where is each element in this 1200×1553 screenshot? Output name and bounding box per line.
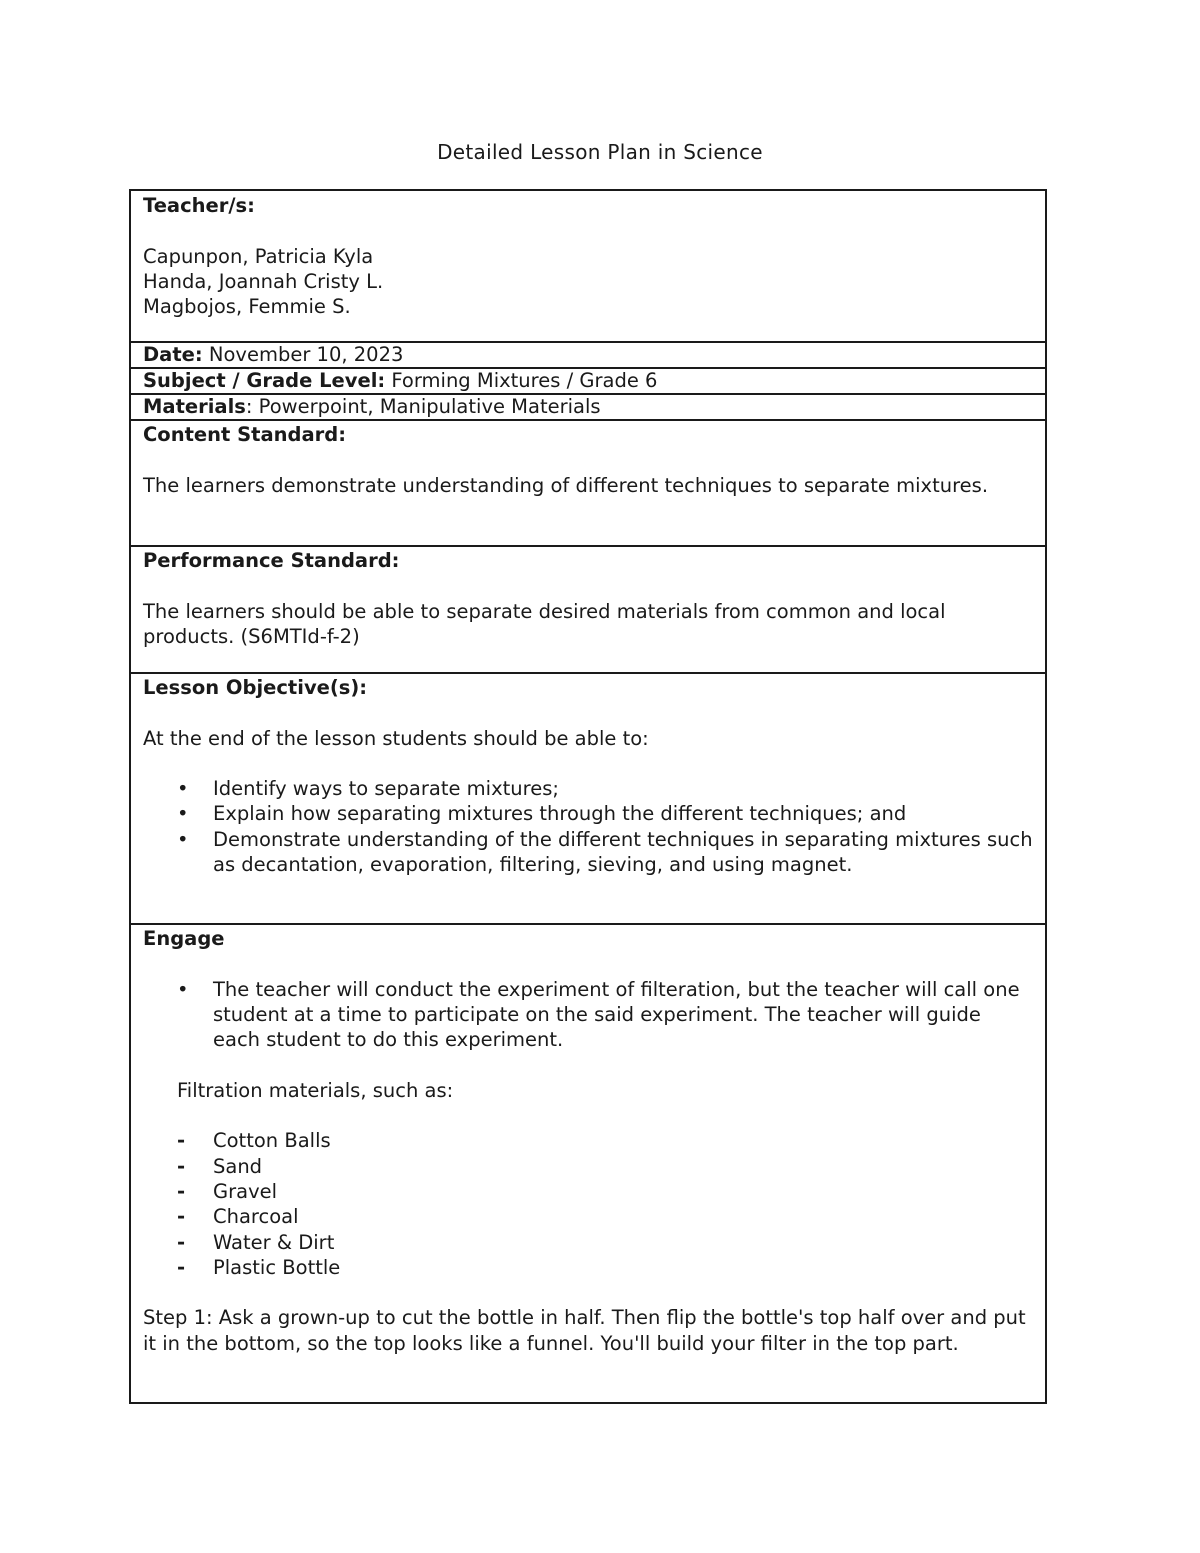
dash-icon: - xyxy=(177,1255,186,1279)
list-item: - Gravel xyxy=(177,1179,278,1203)
content-standard-row xyxy=(131,421,1045,547)
filtration-materials-list xyxy=(143,1128,1033,1280)
bullet-icon: • xyxy=(177,827,189,851)
date-value: November 10, 2023 xyxy=(202,343,404,366)
performance-standard-text: The learners should be able to separate desired materials from common and local products. (S6MTId-f-2) xyxy=(143,599,946,648)
content-standard-text: The learners demonstrate understanding of different techniques to separate mixtures. xyxy=(143,473,989,497)
materials-row xyxy=(131,395,1045,421)
content-standard-label: Content Standard: xyxy=(143,423,347,446)
lesson-objectives-row xyxy=(131,674,1045,925)
objectives-list xyxy=(143,776,1033,877)
materials-value: : Powerpoint, Manipulative Materials xyxy=(245,395,601,418)
date-label: Date: xyxy=(143,343,203,366)
bullet-icon: • xyxy=(177,777,189,801)
dash-icon: - xyxy=(177,1205,186,1229)
teacher-name: Handa, Joannah Cristy L. xyxy=(143,269,384,293)
dash-icon: - xyxy=(177,1179,186,1203)
list-item: - Cotton Balls xyxy=(177,1129,331,1153)
list-item: • The teacher will conduct the experiment of filteration, but the teacher will call one student at a time to participate on the said experiment. The teacher will guide each student to do this experiment. xyxy=(177,977,1020,1052)
filtration-materials-intro: Filtration materials, such as: xyxy=(177,1078,454,1102)
teacher-row xyxy=(131,191,1045,343)
performance-standard-row xyxy=(131,547,1045,674)
teacher-name: Capunpon, Patricia Kyla xyxy=(143,244,374,268)
dash-icon: - xyxy=(177,1129,186,1153)
performance-standard-label: Performance Standard: xyxy=(143,549,400,572)
subject-label: Subject / Grade Level: xyxy=(143,369,386,392)
list-item: • Demonstrate understanding of the different techniques in separating mixtures such as decantation, evaporation, filtering, sieving, and using magnet. xyxy=(177,827,1033,877)
engage-list xyxy=(143,977,1033,1053)
step-1-text: Step 1: Ask a grown-up to cut the bottle in half. Then flip the bottle's top half over and put it in the bottom, so the top looks like a funnel. You'll build your filter in the top part. xyxy=(143,1306,1026,1355)
list-item: - Water & Dirt xyxy=(177,1230,335,1254)
subject-value: Forming Mixtures / Grade 6 xyxy=(385,369,658,392)
dash-icon: - xyxy=(177,1230,186,1254)
bullet-icon: • xyxy=(177,977,189,1001)
subject-row xyxy=(131,369,1045,395)
teacher-name: Magbojos, Femmie S. xyxy=(143,295,351,319)
objectives-label: Lesson Objective(s): xyxy=(143,676,368,699)
list-item: • Explain how separating mixtures through the different techniques; and xyxy=(177,802,907,826)
teacher-label: Teacher/s: xyxy=(143,194,255,217)
list-item: • Identify ways to separate mixtures; xyxy=(177,777,559,801)
lesson-plan-table xyxy=(129,189,1047,1404)
document-title: Detailed Lesson Plan in Science xyxy=(437,140,763,164)
engage-row xyxy=(131,925,1045,1402)
list-item: - Plastic Bottle xyxy=(177,1255,341,1279)
list-item: - Sand xyxy=(177,1154,263,1178)
list-item: - Charcoal xyxy=(177,1205,299,1229)
dash-icon: - xyxy=(177,1154,186,1178)
objectives-intro: At the end of the lesson students should be able to: xyxy=(143,726,649,750)
bullet-icon: • xyxy=(177,802,189,826)
materials-label: Materials xyxy=(143,395,246,418)
engage-label: Engage xyxy=(143,927,225,950)
date-row xyxy=(131,343,1045,369)
